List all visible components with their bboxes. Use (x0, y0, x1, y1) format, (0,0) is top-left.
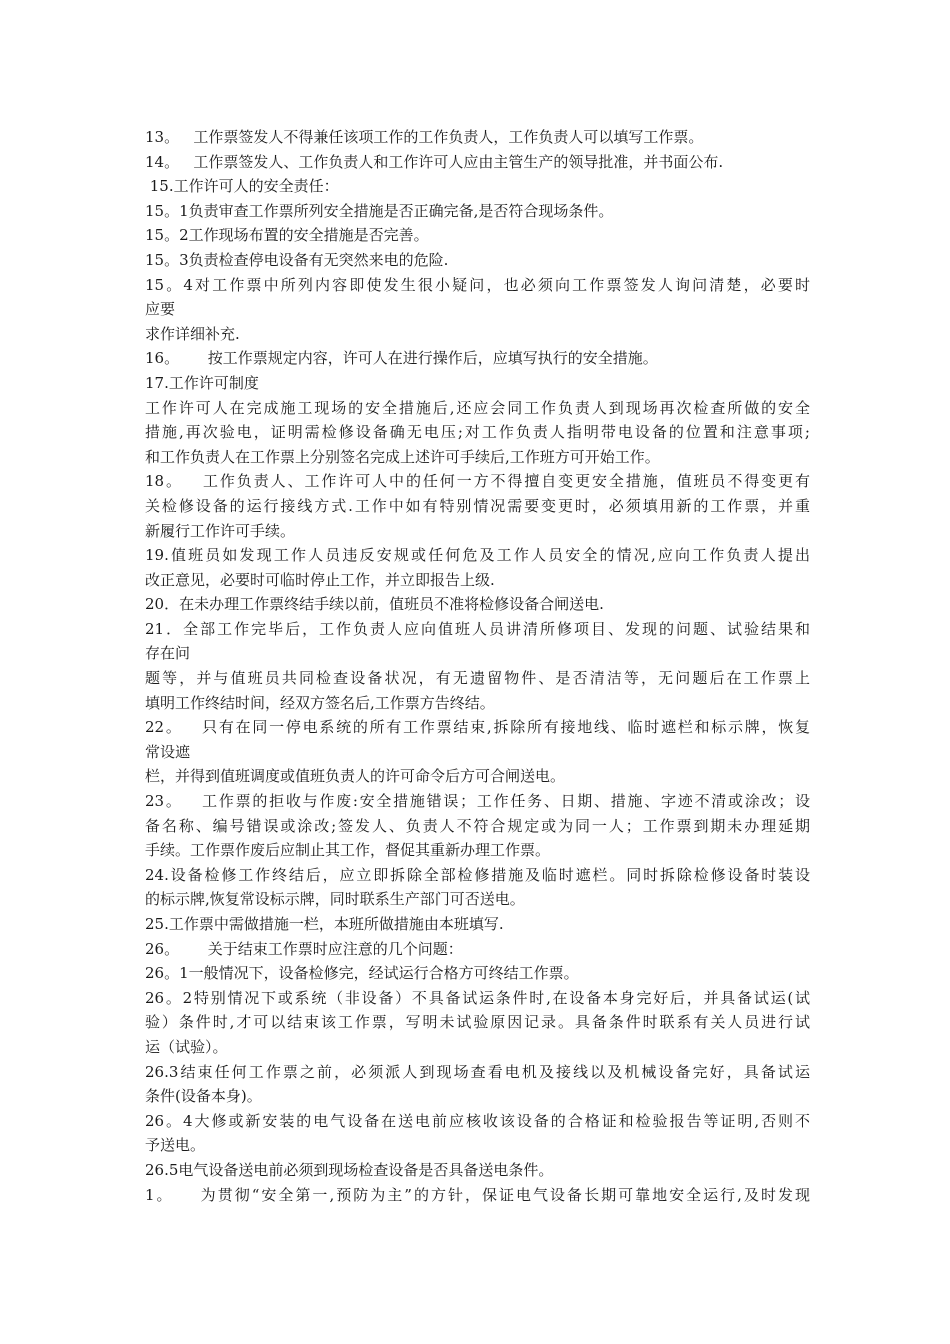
text-line: 求作详细补充. (145, 324, 240, 343)
text-line: 的标示牌,恢复常设标示牌，同时联系生产部门可否送电。 (145, 890, 525, 909)
text-line: 26。 关于结束工作票时应注意的几个问题： (145, 939, 463, 958)
text-line: 15。2工作现场布置的安全措施是否完善。 (145, 226, 429, 245)
text-line: 26.5电气设备送电前必须到现场检查设备是否具备送电条件。 (145, 1160, 554, 1179)
text-line: 应要 (145, 300, 176, 319)
text-line: 20．在未办理工作票终结手续以前，值班员不准将检修设备合闸送电. (145, 595, 604, 614)
text-line: 和工作负责人在工作票上分别签名完成上述许可手续后,工作班方可开始工作。 (145, 447, 660, 466)
text-line: 常设遮 (145, 742, 191, 761)
text-line: 予送电。 (145, 1136, 206, 1155)
text-line: 25.工作票中需做措施一栏，本班所做措施由本班填写. (145, 915, 504, 933)
text-line: 19.值班员如发现工作人员违反安规或任何危及工作人员安全的情况,应向工作负责人提出 (145, 546, 810, 565)
text-line: 21．全部工作完毕后，工作负责人应向值班人员讲清所修项目、发现的问题、试验结果和 (145, 619, 810, 638)
text-line: 15。4对工作票中所列内容即使发生很小疑问，也必须向工作票签发人询问清楚，必要时 (145, 275, 810, 294)
text-line: 14。 工作票签发人、工作负责人和工作许可人应由主管生产的领导批准，并书面公布. (145, 152, 724, 171)
text-line: 24.设备检修工作终结后，应立即拆除全部检修措施及临时遮栏。同时拆除检修设备时装设 (145, 865, 810, 884)
text-line: 栏，并得到值班调度或值班负责人的许可命令后方可合闸送电。 (145, 767, 566, 786)
text-line: 关检修设备的运行接线方式.工作中如有特别情况需要变更时，必须填用新的工作票，并重 (145, 496, 810, 515)
text-line: 新履行工作许可手续。 (145, 521, 296, 540)
document-body (145, 125, 810, 1207)
text-line: 15.工作许可人的安全责任： (145, 177, 339, 196)
text-line: 改正意见，必要时可临时停止工作，并立即报告上级. (145, 570, 495, 589)
text-line: 填明工作终结时间，经双方签名后,工作票方告终结。 (145, 693, 495, 712)
text-line: 条件(设备本身)。 (145, 1087, 262, 1106)
text-line: 15。3负责检查停电设备有无突然来电的危险. (145, 250, 449, 269)
text-line: 手续。工作票作废后应制止其工作，督促其重新办理工作票。 (145, 841, 551, 860)
text-line: 15。1负责审查工作票所列安全措施是否正确完备,是否符合现场条件。 (145, 201, 614, 220)
text-line: 26。2特别情况下或系统（非设备）不具备试运条件时,在设备本身完好后，并具备试运(试 (145, 988, 810, 1007)
text-line: 存在问 (145, 644, 191, 663)
text-line: 13。 工作票签发人不得兼任该项工作的工作负责人，工作负责人可以填写工作票。 (145, 128, 704, 146)
text-line: 工作许可人在完成施工现场的安全措施后,还应会同工作负责人到现场再次检查所做的安全 (145, 398, 810, 417)
text-line: 措施,再次验电，证明需检修设备确无电压;对工作负责人指明带电设备的位置和注意事项; (145, 423, 810, 442)
text-line: 18。 工作负责人、工作许可人中的任何一方不得擅自变更安全措施，值班员不得变更有 (145, 472, 810, 491)
text-line: 26.3结束任何工作票之前，必须派人到现场查看电机及接线以及机械设备完好，具备试运 (145, 1062, 810, 1081)
text-line: 运（试验）。 (145, 1037, 228, 1056)
text-line: 26。1一般情况下，设备检修完，经试运行合格方可终结工作票。 (145, 964, 579, 983)
text-line: 备名称、编号错误或涂改;签发人、负责人不符合规定或为同一人；工作票到期未办理延期 (145, 816, 810, 835)
text-line: 23。 工作票的拒收与作废:安全措施错误；工作任务、日期、措施、字迹不清或涂改；设 (145, 792, 810, 811)
text-line: 26。4大修或新安装的电气设备在送电前应核收该设备的合格证和检验报告等证明,否则不 (145, 1111, 810, 1130)
text-line: 17.工作许可制度 (145, 373, 259, 392)
text-line: 22。 只有在同一停电系统的所有工作票结束,拆除所有接地线、临时遮栏和标示牌，恢复 (145, 718, 810, 737)
text-line: 16。 按工作票规定内容，许可人在进行操作后，应填写执行的安全措施。 (145, 349, 658, 368)
text-line: 验）条件时,才可以结束该工作票，写明未试验原因记录。具备条件时联系有关人员进行试 (145, 1013, 810, 1032)
text-line: 1。 为贯彻“安全第一,预防为主”的方针，保证电气设备长期可靠地安全运行,及时发现 (145, 1185, 810, 1204)
text-line: 题等，并与值班员共同检查设备状况，有无遗留物件、是否清洁等，无问题后在工作票上 (145, 669, 810, 688)
